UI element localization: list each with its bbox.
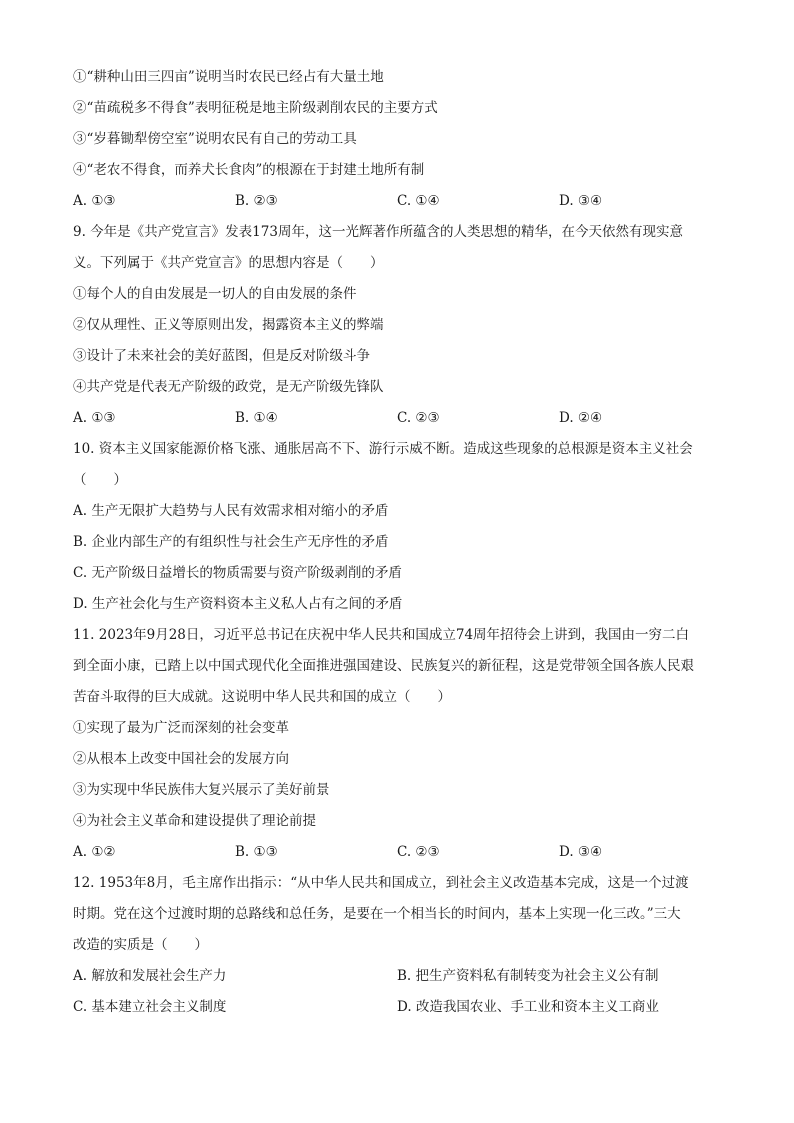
statement-2: ②“苗疏税多不得食”表明征税是地主阶级剥削农民的主要方式 — [73, 100, 438, 116]
question-stem: 改造的实质是（ ） — [73, 937, 208, 953]
answer-options — [73, 992, 723, 1023]
answer-options — [73, 186, 723, 217]
question-stem: 苦奋斗取得的巨大成就。这说明中华人民共和国的成立（ ） — [73, 689, 451, 705]
option-b: B. ②③ — [235, 193, 278, 209]
option-c: C. ①④ — [397, 193, 440, 209]
question-8 — [73, 62, 723, 217]
statement-2: ②从根本上改变中国社会的发展方向 — [73, 751, 289, 767]
question-stem: 到全面小康，已踏上以中国式现代化全面推进强国建设、民族复兴的新征程，这是党带领全国各族人民艰 — [73, 658, 694, 674]
question-stem: 11. 2023年9月28日，习近平总书记在庆祝中华人民共和国成立74周年招待会上讲到，我国由一穷二白 — [73, 627, 690, 643]
option-d: D. 改造我国农业、手工业和资本主义工商业 — [397, 999, 659, 1015]
question-stem: （ ） — [73, 472, 127, 488]
option-b: B. ①③ — [235, 844, 278, 860]
statement-1: ①每个人的自由发展是一切人的自由发展的条件 — [73, 286, 357, 302]
option-c: C. ②③ — [397, 844, 440, 860]
question-stem: 义。下列属于《共产党宣言》的思想内容是（ ） — [73, 255, 384, 271]
option-d: D. ③④ — [559, 844, 603, 860]
option-c: C. ②③ — [397, 410, 440, 426]
statement-1: ①实现了最为广泛而深刻的社会变革 — [73, 720, 289, 736]
question-11 — [73, 620, 723, 868]
question-stem: 9. 今年是《共产党宣言》发表173周年，这一光辉著作所蕴含的人类思想的精华，在今天依然有现实意 — [73, 224, 683, 240]
option-c: C. 基本建立社会主义制度 — [73, 999, 227, 1015]
statement-4: ④为社会主义革命和建设提供了理论前提 — [73, 813, 316, 829]
option-a: A. 生产无限扩大趋势与人民有效需求相对缩小的矛盾 — [73, 503, 389, 519]
statement-3: ③“岁暮锄犁傍空室”说明农民有自己的劳动工具 — [73, 131, 357, 147]
question-9 — [73, 217, 723, 434]
question-stem: 时期。党在这个过渡时期的总路线和总任务，是要在一个相当长的时间内，基本上实现一化三改。”三大 — [73, 906, 681, 922]
option-b: B. 把生产资料私有制转变为社会主义公有制 — [397, 968, 659, 984]
option-d: D. ②④ — [559, 410, 603, 426]
statement-1: ①“耕种山田三四亩”说明当时农民已经占有大量土地 — [73, 69, 384, 85]
option-b: B. ①④ — [235, 410, 278, 426]
option-c: C. 无产阶级日益增长的物质需要与资产阶级剥削的矛盾 — [73, 565, 402, 581]
question-stem: 12. 1953年8月，毛主席作出指示：“从中华人民共和国成立，到社会主义改造基本完成，这是一个过渡 — [73, 875, 689, 891]
statement-4: ④“老农不得食，而养犬长食肉”的根源在于封建土地所有制 — [73, 162, 425, 178]
question-10 — [73, 434, 723, 620]
option-a: A. ①③ — [73, 410, 116, 426]
answer-options — [73, 961, 723, 992]
answer-options — [73, 403, 723, 434]
question-stem: 10. 资本主义国家能源价格飞涨、通胀居高不下、游行示威不断。造成这些现象的总根源是资本主义社会 — [73, 441, 693, 457]
option-d: D. 生产社会化与生产资料资本主义私人占有之间的矛盾 — [73, 596, 403, 612]
statement-3: ③设计了未来社会的美好蓝图，但是反对阶级斗争 — [73, 348, 370, 364]
answer-options — [73, 837, 723, 868]
option-a: A. ①③ — [73, 193, 116, 209]
statement-3: ③为实现中华民族伟大复兴展示了美好前景 — [73, 782, 330, 798]
option-d: D. ③④ — [559, 193, 603, 209]
option-a: A. ①② — [73, 844, 116, 860]
statement-2: ②仅从理性、正义等原则出发，揭露资本主义的弊端 — [73, 317, 384, 333]
question-list — [73, 62, 723, 1023]
option-b: B. 企业内部生产的有组织性与社会生产无序性的矛盾 — [73, 534, 389, 550]
question-12 — [73, 868, 723, 1023]
statement-4: ④共产党是代表无产阶级的政党，是无产阶级先锋队 — [73, 379, 384, 395]
option-a: A. 解放和发展社会生产力 — [73, 968, 227, 984]
